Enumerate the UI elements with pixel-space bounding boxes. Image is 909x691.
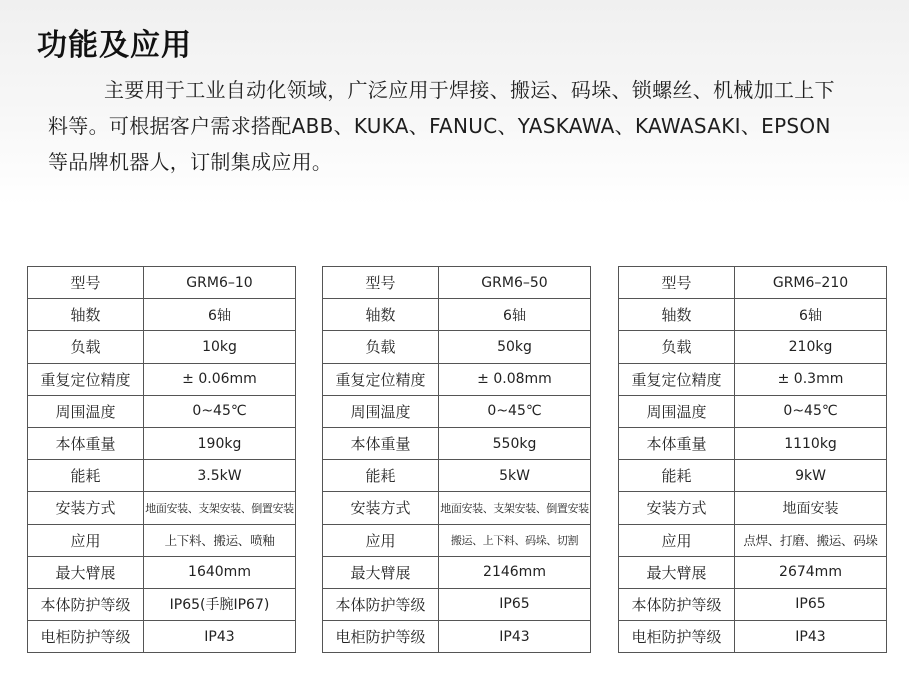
spec-value: 190kg — [144, 427, 296, 459]
table-row — [619, 460, 887, 492]
spec-value: 上下料、搬运、喷釉 — [144, 524, 296, 556]
spec-value: ± 0.3mm — [735, 363, 887, 395]
spec-label: 本体重量 — [28, 427, 144, 459]
table-row — [28, 621, 296, 653]
table-row — [323, 427, 591, 459]
table-row — [619, 267, 887, 299]
spec-value: 0~45℃ — [144, 395, 296, 427]
table-row — [323, 556, 591, 588]
spec-value: IP65 — [439, 588, 591, 620]
table-row — [619, 524, 887, 556]
spec-value: 2146mm — [439, 556, 591, 588]
spec-value: 0~45℃ — [735, 395, 887, 427]
spec-value: 6轴 — [144, 299, 296, 331]
spec-label: 本体防护等级 — [28, 588, 144, 620]
spec-value: 1110kg — [735, 427, 887, 459]
spec-label: 重复定位精度 — [28, 363, 144, 395]
spec-label: 轴数 — [619, 299, 735, 331]
table-row — [323, 492, 591, 524]
intro-section — [0, 0, 909, 205]
spec-value: 550kg — [439, 427, 591, 459]
table-row — [28, 427, 296, 459]
spec-label: 最大臂展 — [619, 556, 735, 588]
spec-label: 周围温度 — [619, 395, 735, 427]
table-row — [323, 395, 591, 427]
table-row — [323, 267, 591, 299]
table-row — [28, 363, 296, 395]
spec-label: 本体防护等级 — [619, 588, 735, 620]
table-row — [28, 588, 296, 620]
spec-value: ± 0.08mm — [439, 363, 591, 395]
table-row — [323, 524, 591, 556]
spec-label: 能耗 — [619, 460, 735, 492]
spec-label: 安装方式 — [28, 492, 144, 524]
table-row — [28, 267, 296, 299]
spec-value: GRM6–10 — [144, 267, 296, 299]
table-row — [619, 621, 887, 653]
table-row — [619, 492, 887, 524]
spec-label: 安装方式 — [619, 492, 735, 524]
spec-label: 轴数 — [28, 299, 144, 331]
section-title: 功能及应用 — [37, 28, 192, 63]
spec-value: 210kg — [735, 331, 887, 363]
spec-label: 重复定位精度 — [619, 363, 735, 395]
spec-value: IP43 — [439, 621, 591, 653]
table-row — [619, 299, 887, 331]
spec-label: 周围温度 — [28, 395, 144, 427]
table-row — [323, 621, 591, 653]
spec-label: 安装方式 — [323, 492, 439, 524]
spec-label: 应用 — [323, 524, 439, 556]
table-row — [323, 588, 591, 620]
table-row — [28, 492, 296, 524]
spec-label: 电柜防护等级 — [619, 621, 735, 653]
spec-value: IP43 — [144, 621, 296, 653]
spec-value: 2674mm — [735, 556, 887, 588]
table-row — [619, 395, 887, 427]
spec-label: 本体重量 — [323, 427, 439, 459]
table-row — [619, 588, 887, 620]
spec-value: 10kg — [144, 331, 296, 363]
spec-value: 6轴 — [439, 299, 591, 331]
intro-paragraph: 主要用于工业自动化领域，广泛应用于焊接、搬运、码垛、锁螺丝、机械加工上下料等。可根据客户需求搭配ABB、KUKA、FANUC、YASKAWA、KAWASAKI、EPSON等品牌机器人，订制集成应用。 — [48, 78, 835, 174]
table-row — [323, 331, 591, 363]
spec-label: 轴数 — [323, 299, 439, 331]
spec-label: 应用 — [619, 524, 735, 556]
table-row — [323, 460, 591, 492]
table-row — [28, 556, 296, 588]
spec-label: 本体防护等级 — [323, 588, 439, 620]
spec-label: 电柜防护等级 — [323, 621, 439, 653]
spec-table-grm6-50 — [322, 266, 591, 653]
table-row — [28, 395, 296, 427]
spec-label: 负载 — [323, 331, 439, 363]
spec-label: 型号 — [28, 267, 144, 299]
spec-label: 型号 — [619, 267, 735, 299]
spec-label: 型号 — [323, 267, 439, 299]
spec-value: 6轴 — [735, 299, 887, 331]
spec-value: 0~45℃ — [439, 395, 591, 427]
spec-label: 周围温度 — [323, 395, 439, 427]
table-row — [323, 299, 591, 331]
spec-label: 能耗 — [323, 460, 439, 492]
spec-value: 50kg — [439, 331, 591, 363]
table-row — [323, 363, 591, 395]
spec-value: 搬运、上下料、码垛、切割 — [439, 524, 591, 556]
spec-table-grm6-210 — [618, 266, 887, 653]
spec-label: 能耗 — [28, 460, 144, 492]
spec-value: IP65 — [735, 588, 887, 620]
table-row — [619, 427, 887, 459]
spec-value: 1640mm — [144, 556, 296, 588]
spec-label: 负载 — [619, 331, 735, 363]
spec-label: 重复定位精度 — [323, 363, 439, 395]
spec-value: 5kW — [439, 460, 591, 492]
table-row — [28, 331, 296, 363]
spec-label: 应用 — [28, 524, 144, 556]
spec-label: 最大臂展 — [28, 556, 144, 588]
spec-value: GRM6–210 — [735, 267, 887, 299]
table-row — [28, 460, 296, 492]
table-row — [28, 299, 296, 331]
spec-value: ± 0.06mm — [144, 363, 296, 395]
spec-label: 本体重量 — [619, 427, 735, 459]
spec-label: 负载 — [28, 331, 144, 363]
table-row — [28, 524, 296, 556]
spec-value: 3.5kW — [144, 460, 296, 492]
spec-label: 电柜防护等级 — [28, 621, 144, 653]
spec-value: 点焊、打磨、搬运、码垛 — [735, 524, 887, 556]
table-row — [619, 363, 887, 395]
spec-value: GRM6–50 — [439, 267, 591, 299]
spec-value: IP65(手腕IP67) — [144, 588, 296, 620]
table-row — [619, 331, 887, 363]
spec-value: 地面安装、支架安装、倒置安装 — [144, 492, 296, 524]
spec-value: 地面安装、支架安装、倒置安装 — [439, 492, 591, 524]
spec-label: 最大臂展 — [323, 556, 439, 588]
spec-value: IP43 — [735, 621, 887, 653]
spec-table-grm6-10 — [27, 266, 296, 653]
table-row — [619, 556, 887, 588]
spec-value: 地面安装 — [735, 492, 887, 524]
spec-value: 9kW — [735, 460, 887, 492]
